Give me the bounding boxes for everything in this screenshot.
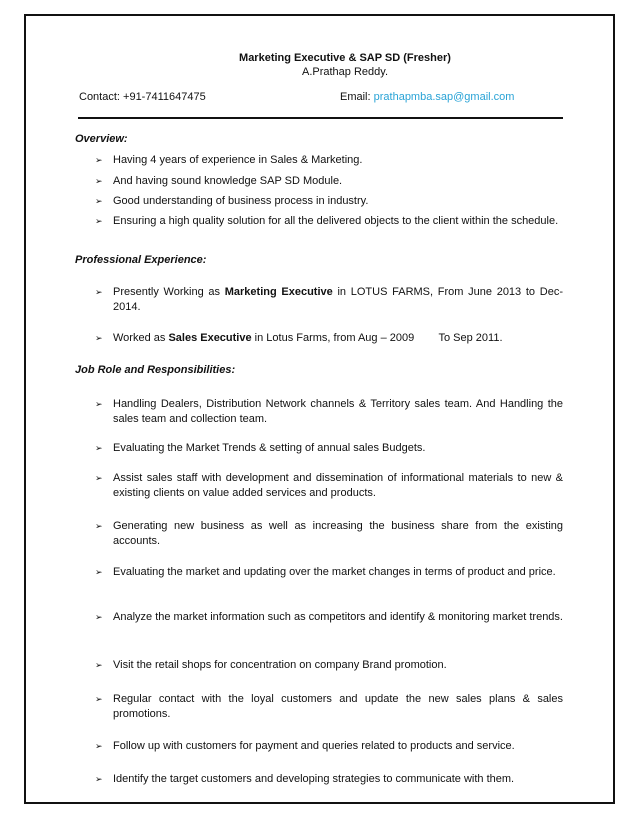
contact-email: [340, 91, 514, 103]
item-text: Evaluating the market and updating over the market changes in terms of product and price.: [113, 566, 556, 578]
header-divider: [78, 117, 563, 119]
job-title: Marketing Executive: [224, 286, 333, 298]
bullet-arrow-icon: ➢: [95, 216, 103, 226]
bullet-arrow-icon: ➢: [95, 399, 103, 409]
bullet-arrow-icon: ➢: [95, 612, 103, 622]
responsibility-item: [95, 471, 563, 501]
item-text: Worked as Sales Executive in Lotus Farms, from Aug – 2009 To Sep 2011.: [113, 332, 503, 344]
item-text: Evaluating the Market Trends & setting of annual sales Budgets.: [113, 442, 426, 454]
bullet-arrow-icon: ➢: [95, 176, 103, 186]
item-text: Identify the target customers and developing strategies to communicate with them.: [113, 773, 515, 785]
item-text: Assist sales staff with development and dissemination of informational materials to new & existing clients on value added services and products.: [113, 472, 563, 499]
overview-item: [95, 174, 563, 189]
bullet-arrow-icon: ➢: [95, 155, 103, 165]
responsibility-item: [95, 519, 563, 549]
responsibility-item: [95, 441, 563, 456]
bullet-arrow-icon: ➢: [95, 473, 103, 483]
item-text: Regular contact with the loyal customers and update the new sales plans & sales promotions.: [113, 693, 563, 720]
responsibility-item: [95, 772, 563, 787]
item-text: Visit the retail shops for concentration on company Brand promotion.: [113, 659, 447, 671]
item-text: Analyze the market information such as competitors and identify & monitoring market trends.: [113, 611, 563, 623]
responsibility-item: [95, 658, 563, 673]
roles-heading: Job Role and Responsibilities:: [75, 364, 236, 376]
experience-item: [95, 285, 563, 315]
bullet-arrow-icon: ➢: [95, 333, 103, 343]
item-text: Having 4 years of experience in Sales & Marketing.: [113, 154, 363, 166]
bullet-arrow-icon: ➢: [95, 741, 103, 751]
item-text: Handling Dealers, Distribution Network channels & Territory sales team. And Handling the sales team and collection team.: [113, 398, 563, 425]
overview-item: [95, 153, 563, 168]
responsibility-item: [95, 692, 563, 722]
overview-item: [95, 214, 563, 229]
item-text: Follow up with customers for payment and queries related to products and service.: [113, 740, 515, 752]
item-text: Generating new business as well as increasing the business share from the existing accounts.: [113, 520, 563, 547]
overview-item: [95, 194, 563, 209]
overview-heading: Overview:: [75, 133, 128, 145]
item-text: Presently Working as Marketing Executive in LOTUS FARMS, From June 2013 to Dec-2014.: [113, 286, 563, 313]
bullet-arrow-icon: ➢: [95, 287, 103, 297]
item-text: And having sound knowledge SAP SD Module.: [113, 175, 343, 187]
responsibility-item: [95, 610, 563, 625]
email-label: Email:: [340, 91, 374, 103]
experience-heading: Professional Experience:: [75, 254, 207, 266]
contact-phone: Contact: +91-7411647475: [79, 91, 206, 103]
bullet-arrow-icon: ➢: [95, 443, 103, 453]
bullet-arrow-icon: ➢: [95, 694, 103, 704]
bullet-arrow-icon: ➢: [95, 774, 103, 784]
responsibility-item: [95, 397, 563, 427]
bullet-arrow-icon: ➢: [95, 567, 103, 577]
bullet-arrow-icon: ➢: [95, 521, 103, 531]
bullet-arrow-icon: ➢: [95, 196, 103, 206]
experience-item: [95, 331, 563, 346]
item-text: Good understanding of business process in industry.: [113, 195, 369, 207]
email-link[interactable]: prathapmba.sap@gmail.com: [373, 91, 515, 103]
responsibility-item: [95, 739, 563, 754]
job-title: Sales Executive: [168, 332, 252, 344]
candidate-name: A.Prathap Reddy.: [301, 66, 388, 78]
responsibility-item: [95, 565, 563, 580]
item-text: Ensuring a high quality solution for all the delivered objects to the client within the schedule.: [113, 215, 559, 227]
resume-title: Marketing Executive & SAP SD (Fresher): [239, 52, 451, 64]
bullet-arrow-icon: ➢: [95, 660, 103, 670]
